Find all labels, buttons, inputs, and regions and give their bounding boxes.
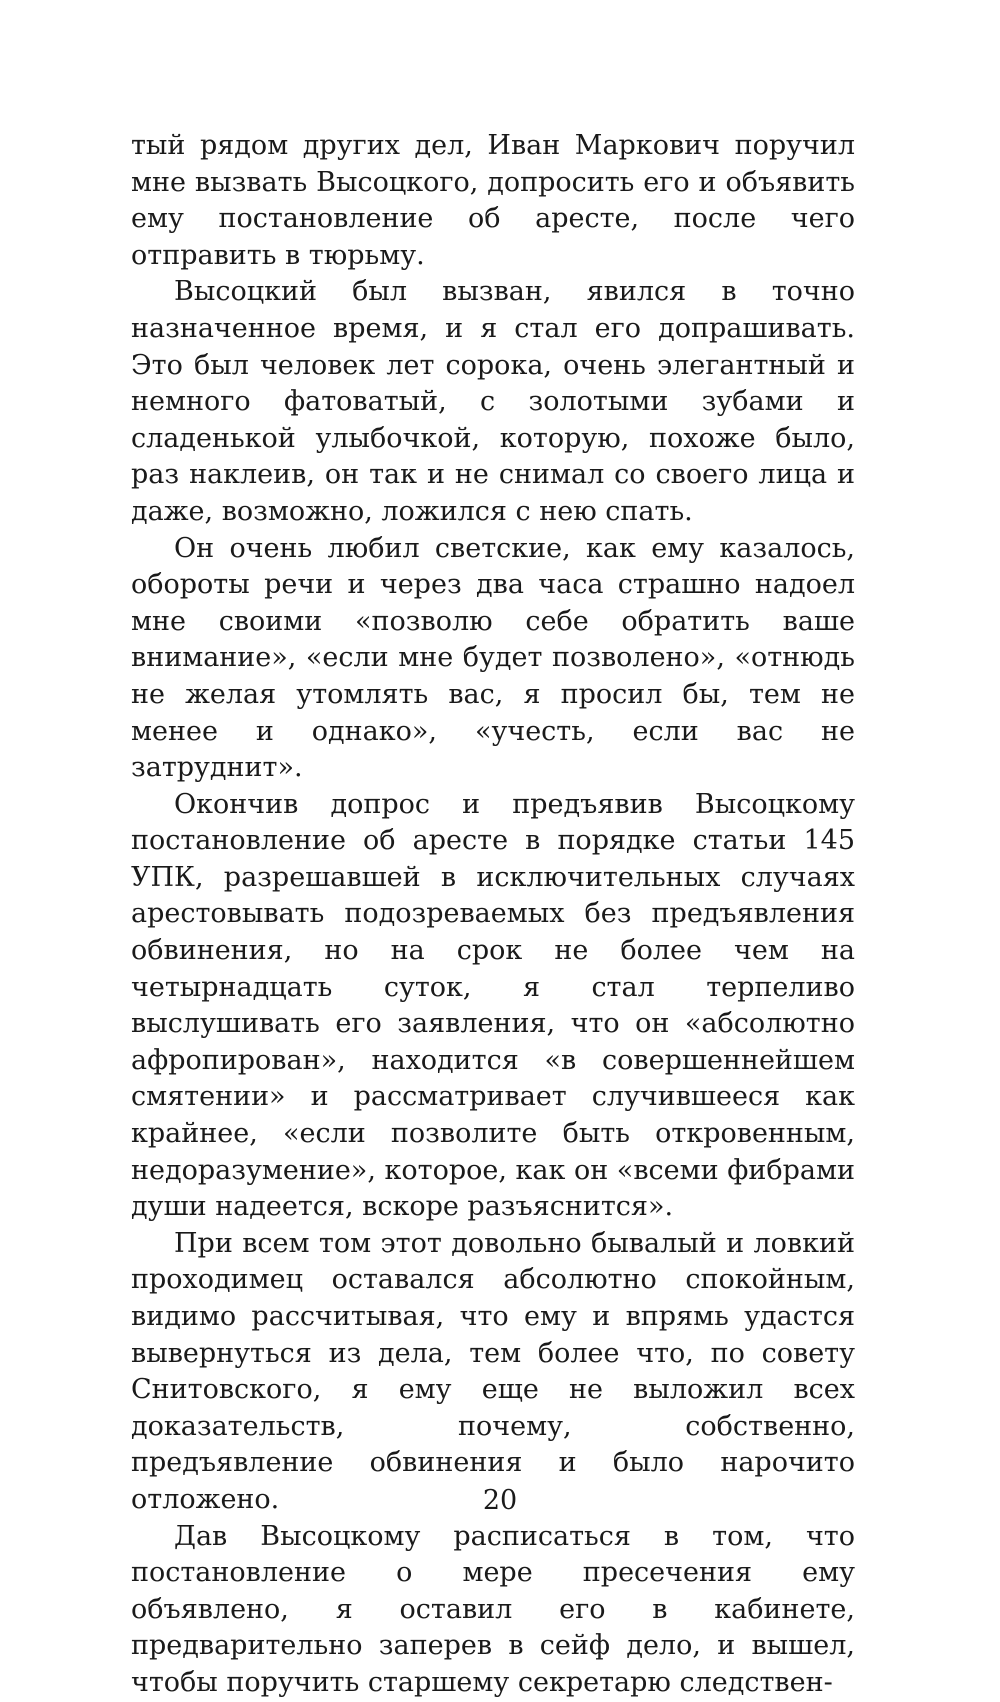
- page-number: 20: [482, 1485, 518, 1516]
- paragraph-continuation: тый рядом других дел, Иван Маркович поручил мне вызвать Высоцкого, допросить его и объявить ему постановление об аресте, после чего отправить в тюрьму.: [131, 130, 855, 271]
- paragraph: Он очень любил светские, как ему казалось, обороты речи и через два часа страшно надоел мне своими «позволю себе обратить ваше внимание», «если мне будет позволено», «отнюдь не желая утомлять вас, я просил бы, тем не менее и однако», «учесть, если вас не затруднит».: [131, 532, 855, 784]
- paragraph: Высоцкий был вызван, явился в точно назначенное время, и я стал его допрашивать. Это был человек лет сорока, очень элегантный и немного фатоватый, с золотыми зубами и сладенькой улыбочкой, которую, похоже было, раз наклеив, он так и не снимал со своего лица и даже, возможно, ложился с нею спать.: [131, 276, 855, 527]
- paragraph: Окончив допрос и предъявив Высоцкому постановление об аресте в порядке статьи 145 УПК, разрешавшей в исключительных случаях арестовывать подозреваемых без предъявления обвинения, но на срок не более чем на четырнадцать суток, я стал терпеливо выслушивать его заявления, что он «абсолютно афропирован», находится «в совершеннейшем смятении» и рассматривает случившееся как крайнее, «если позволите быть откровенным, недоразумение», которое, как он «всеми фибрами души надеется, вскоре разъяснится».: [131, 788, 855, 1223]
- body-text: [131, 128, 855, 1702]
- paragraph: Дав Высоцкому расписаться в том, что постановление о мере пресечения ему объявлено, я оставил его в кабинете, предварительно заперев в сейф дело, и вышел, чтобы поручить старшему секретарю следствен-: [131, 1520, 855, 1698]
- paragraph: При всем том этот довольно бывалый и ловкий проходимец оставался абсолютно спокойным, видимо рассчитывая, что ему и впрямь удастся вывернуться из дела, тем более что, по совету Снитовского, я ему еще не выложил всех доказательств, почему, собственно, предъявление обвинения и было нарочито отложено.: [131, 1227, 855, 1515]
